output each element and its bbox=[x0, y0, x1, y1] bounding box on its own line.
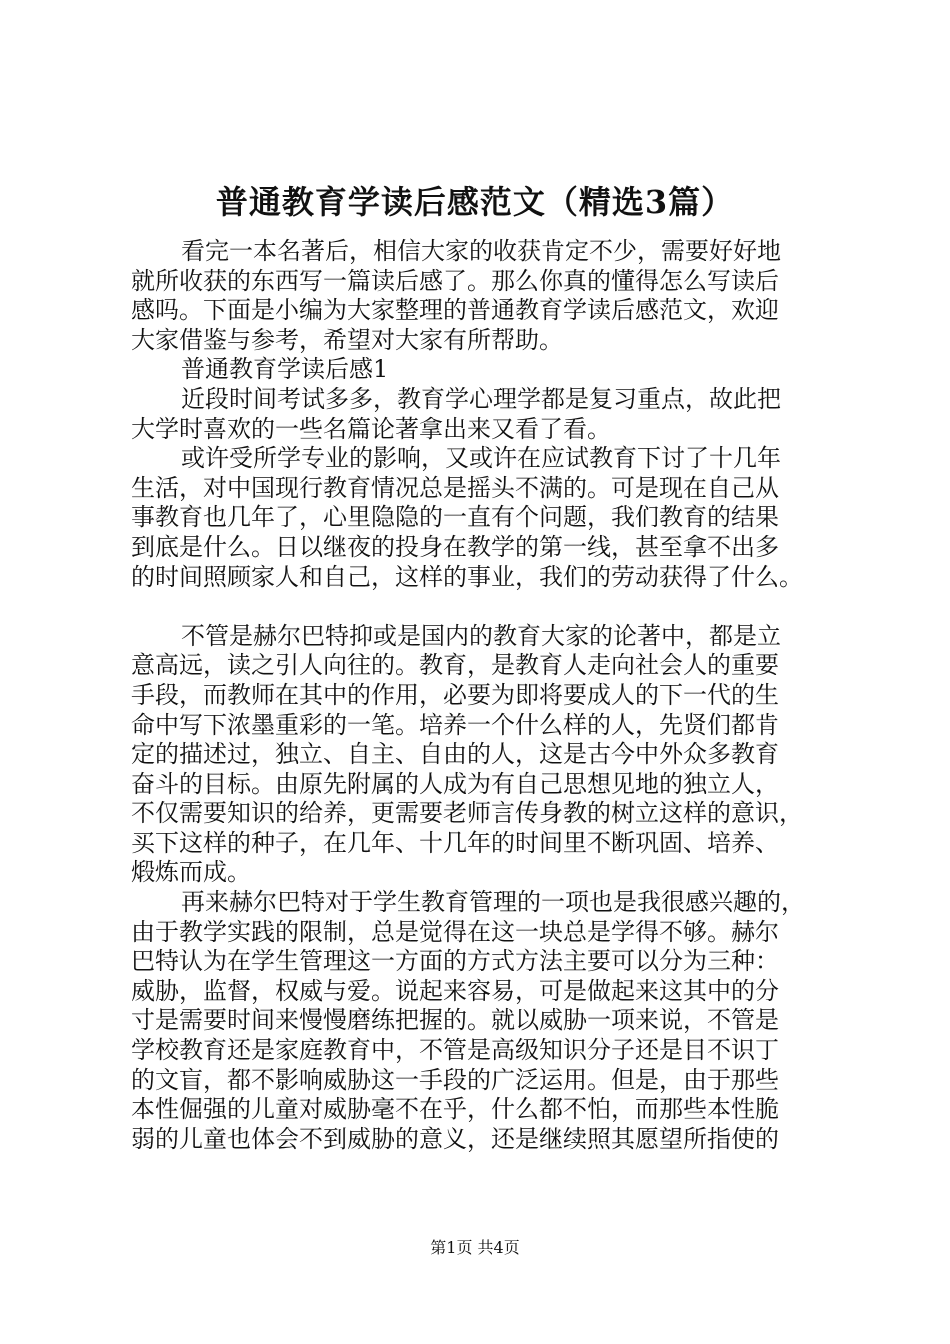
body-paragraph bbox=[131, 888, 831, 1154]
body-paragraph bbox=[131, 385, 831, 444]
text-line: 生活，对中国现行教育情况总是摇头不满的。可是现在自己从 bbox=[131, 473, 779, 502]
text-line: 定的描述过，独立、自主、自由的人，这是古今中外众多教育 bbox=[131, 740, 779, 769]
text-line: 寸是需要时间来慢慢磨练把握的。就以威胁一项来说，不管是 bbox=[131, 1006, 779, 1035]
text-line: 本性倔强的儿童对威胁毫不在乎，什么都不怕，而那些本性脆 bbox=[131, 1095, 779, 1124]
document-body bbox=[131, 237, 831, 1154]
text-line: 或许受所学专业的影响，又或许在应试教育下讨了十几年 bbox=[181, 444, 781, 473]
text-line: 威胁，监督，权威与爱。说起来容易，可是做起来这其中的分 bbox=[131, 976, 779, 1005]
text-line: 就所收获的东西写一篇读后感了。那么你真的懂得怎么写读后 bbox=[131, 266, 779, 295]
text-line: 大家借鉴与参考，希望对大家有所帮助。 bbox=[131, 325, 563, 354]
page-number-footer: 第1页 共4页 bbox=[430, 1238, 520, 1257]
text-line: 大学时喜欢的一些名篇论著拿出来又看了看。 bbox=[131, 414, 611, 443]
intro-paragraph bbox=[131, 237, 831, 355]
body-paragraph bbox=[131, 622, 831, 888]
document-title: 普通教育学读后感范文（精选3篇） bbox=[215, 183, 735, 221]
text-line: 近段时间考试多多，教育学心理学都是复习重点，故此把 bbox=[181, 384, 781, 413]
text-line: 的时间照顾家人和自己，这样的事业，我们的劳动获得了什么。 bbox=[131, 562, 803, 591]
text-line: 巴特认为在学生管理这一方面的方式方法主要可以分为三种： bbox=[131, 947, 779, 976]
text-line: 煅炼而成。 bbox=[131, 858, 251, 887]
text-line: 学校教育还是家庭教育中，不管是高级知识分子还是目不识丁 bbox=[131, 1036, 779, 1065]
paragraph-gap bbox=[131, 592, 831, 622]
text-line: 由于教学实践的限制，总是觉得在这一块总是学得不够。赫尔 bbox=[131, 917, 779, 946]
text-line: 不管是赫尔巴特抑或是国内的教育大家的论著中，都是立 bbox=[181, 621, 781, 650]
text-line: 买下这样的种子，在几年、十几年的时间里不断巩固、培养、 bbox=[131, 828, 779, 857]
text-line: 普通教育学读后感1 bbox=[181, 355, 389, 384]
text-line: 意高远，读之引人向往的。教育，是教育人走向社会人的重要 bbox=[131, 651, 779, 680]
text-line: 弱的儿童也体会不到威胁的意义，还是继续照其愿望所指使的 bbox=[131, 1124, 779, 1153]
text-line: 感吗。下面是小编为大家整理的普通教育学读后感范文，欢迎 bbox=[131, 296, 779, 325]
text-line: 奋斗的目标。由原先附属的人成为有自己思想见地的独立人， bbox=[131, 769, 779, 798]
text-line: 的文盲，都不影响威胁这一手段的广泛运用。但是，由于那些 bbox=[131, 1065, 779, 1094]
text-line: 不仅需要知识的给养，更需要老师言传身教的树立这样的意识， bbox=[131, 799, 803, 828]
text-line: 命中写下浓墨重彩的一笔。培养一个什么样的人，先贤们都肯 bbox=[131, 710, 779, 739]
text-line: 再来赫尔巴特对于学生教育管理的一项也是我很感兴趣的， bbox=[181, 888, 805, 917]
text-line: 看完一本名著后，相信大家的收获肯定不少，需要好好地 bbox=[181, 237, 781, 265]
section-heading bbox=[131, 355, 831, 385]
text-line: 手段，而教师在其中的作用，必要为即将要成人的下一代的生 bbox=[131, 680, 779, 709]
text-line: 到底是什么。日以继夜的投身在教学的第一线，甚至拿不出多 bbox=[131, 532, 779, 561]
body-paragraph bbox=[131, 444, 831, 592]
text-line: 事教育也几年了，心里隐隐的一直有个问题，我们教育的结果 bbox=[131, 503, 779, 532]
